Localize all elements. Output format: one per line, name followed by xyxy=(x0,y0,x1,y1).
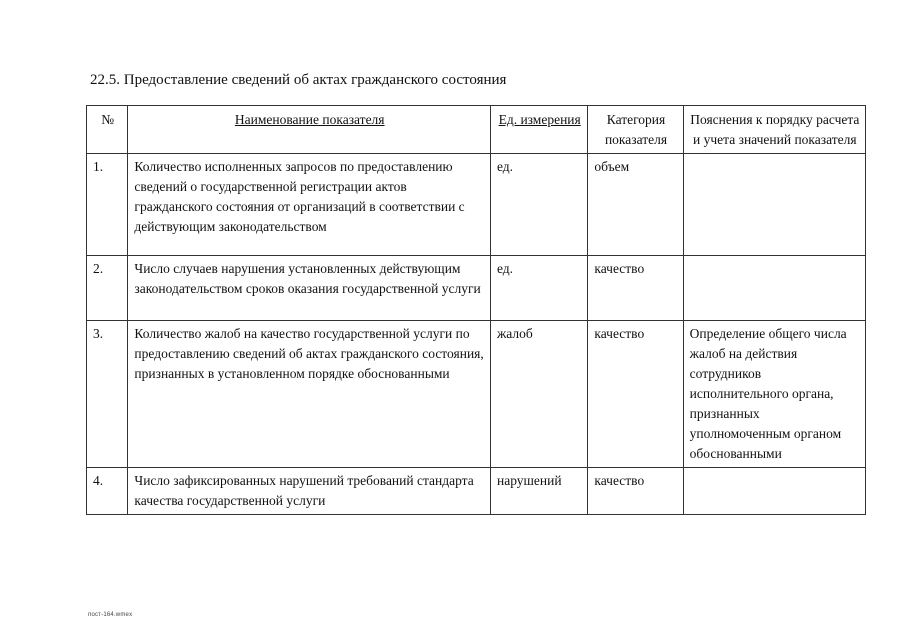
row-number: 3. xyxy=(87,321,128,468)
row-category: объем xyxy=(588,154,683,256)
row-indicator-name: Количество исполненных запросов по предоставлению сведений о государственной регистрации актов гражданского состояния от организаций в соответствии с действующим законодательством xyxy=(128,154,491,256)
table-header-row xyxy=(87,106,866,154)
row-indicator-name: Число зафиксированных нарушений требований стандарта качества государственной услуги xyxy=(128,468,491,515)
footer-file-mark: пост-164.wmex xyxy=(88,612,133,618)
row-notes: Определение общего числа жалоб на действия сотрудников исполнительного органа, признанных уполномоченным органом обоснованными xyxy=(683,321,865,468)
row-unit: ед. xyxy=(490,154,587,256)
row-category: качество xyxy=(588,468,683,515)
section-title: 22.5. Предоставление сведений об актах гражданского состояния xyxy=(90,72,507,88)
row-unit: ед. xyxy=(490,256,587,321)
header-category: Категория показателя xyxy=(588,106,683,154)
row-notes xyxy=(683,154,865,256)
header-number: № xyxy=(87,106,128,154)
table-row xyxy=(87,256,866,321)
header-unit: Ед. измерения xyxy=(490,106,587,154)
row-notes xyxy=(683,468,865,515)
table-row xyxy=(87,468,866,515)
header-notes: Пояснения к порядку расчета и учета значений показателя xyxy=(683,106,865,154)
row-category: качество xyxy=(588,321,683,468)
row-indicator-name: Число случаев нарушения установленных действующим законодательством сроков оказания государственной услуги xyxy=(128,256,491,321)
indicators-table xyxy=(86,105,866,515)
row-number: 2. xyxy=(87,256,128,321)
row-indicator-name: Количество жалоб на качество государственной услуги по предоставлению сведений об актах гражданского состояния, признанных в установленном порядке обоснованными xyxy=(128,321,491,468)
table-row xyxy=(87,321,866,468)
row-notes xyxy=(683,256,865,321)
row-unit: нарушений xyxy=(490,468,587,515)
row-unit: жалоб xyxy=(490,321,587,468)
row-category: качество xyxy=(588,256,683,321)
row-number: 1. xyxy=(87,154,128,256)
header-indicator-name: Наименование показателя xyxy=(128,106,491,154)
row-number: 4. xyxy=(87,468,128,515)
table-row xyxy=(87,154,866,256)
